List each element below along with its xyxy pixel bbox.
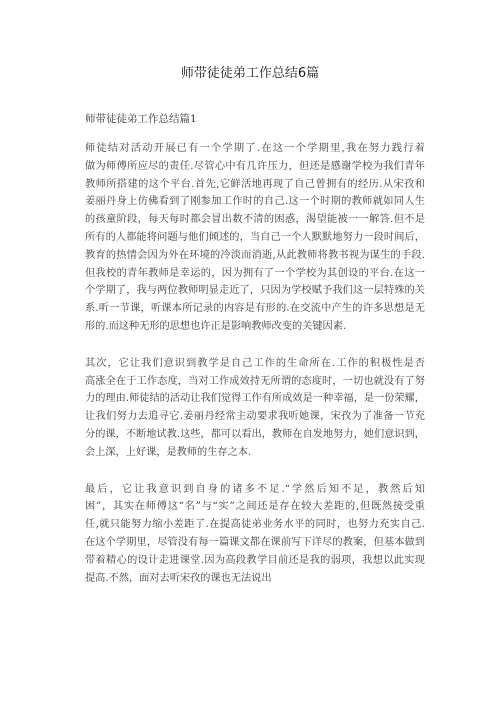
- paragraph-line: 教师所搭建的这个平台.首先,它鲜活地再现了自己曾拥有的经历.从宋孜和: [85, 178, 425, 190]
- paragraph-line: 提高.不然，面对去听宋孜的课也无法说出: [85, 572, 272, 584]
- paragraph-line: 系.听一节课，听课本所记录的内容是有形的.在交流中产生的许多思想是无: [85, 303, 425, 315]
- paragraph-line: 困”，其实在师傅这“名”与“实”之间还是存在较大差距的,但既然接受重: [85, 501, 425, 513]
- paragraph-container: [85, 140, 425, 587]
- paragraph-line: 在这个学期里，尽管没有每一篇课文都在课前写下详尽的教案，但基本做到: [85, 536, 425, 548]
- paragraph-line: 所有的人都能将问题与他们倾述的，当自己一个人默默地努力一段时间后，: [85, 231, 425, 243]
- section-title: 师带徒徒弟工作总结篇1: [85, 113, 197, 125]
- paragraph-line: 带着精心的设计走进课堂.因为高段教学目前还是我的弱项，我想以此实现: [85, 554, 425, 566]
- document-title: 师带徒徒弟工作总结6篇: [180, 66, 320, 81]
- paragraph-line: 师徒结对活动开展已有一个学期了.在这一个学期里,我在努力践行着: [85, 143, 425, 154]
- paragraph: [85, 481, 425, 588]
- paragraph-line: 分的课，不断地试教.这些，都可以看出，教师在自发地努力，她们意识到，: [85, 428, 425, 440]
- paragraph-line: 形的.而这种无形的思想也许正是影响教师改变的关键因素.: [85, 320, 347, 332]
- paragraph-line: 做为师傅所应尽的责任.尽管心中有几许压力，但还是感谢学校为我们青年: [85, 160, 425, 172]
- paragraph: [85, 140, 425, 336]
- paragraph-line: 教育的热情会因为外在环境的冷淡而消逝,从此教师将教书视为谋生的手段.: [85, 249, 425, 261]
- paragraph-line: 的孩童阶段，每天每时都会冒出数不清的困惑，渴望能被一一解答.但不是: [85, 214, 425, 226]
- paragraph-line: 个学期了，我与两位教师明显走近了，只因为学校赋予我们这一层特殊的关: [85, 285, 425, 297]
- paragraph-line: 高涨全在于工作态度，当对工作成效持无所谓的态度时，一切也就没有了努: [85, 375, 425, 387]
- paragraph-line: 会上深，上好课，是教师的生存之本.: [85, 446, 252, 458]
- paragraph-line: 力的理由.师徒结的活动让我们觉得工作有所成效是一种幸福，是一份荣耀，: [85, 393, 425, 405]
- document-body: [85, 112, 425, 606]
- paragraph-line: 姜丽丹身上仿佛看到了刚参加工作时的自己.这一个时期的教师就如同人生: [85, 196, 425, 208]
- paragraph-line: 但我校的青年教师是幸运的，因为拥有了一个学校为其创设的平台.在这一: [85, 267, 425, 279]
- paragraph-line: 最后，它让我意识到自身的诸多不足.“学然后知不足，教然后知: [85, 483, 425, 495]
- paragraph-line: 让我们努力去追寻它.姜丽丹经常主动要求我听她课，宋孜为了准备一节充: [85, 411, 425, 423]
- paragraph: [85, 355, 425, 462]
- paragraph-line: 任,就只能努力缩小差距了.在提高徒弟业务水平的同时，也努力充实自己.: [85, 519, 425, 531]
- paragraph-line: 其次，它让我们意识到教学是自己工作的生命所在.工作的积极性是否: [85, 357, 425, 369]
